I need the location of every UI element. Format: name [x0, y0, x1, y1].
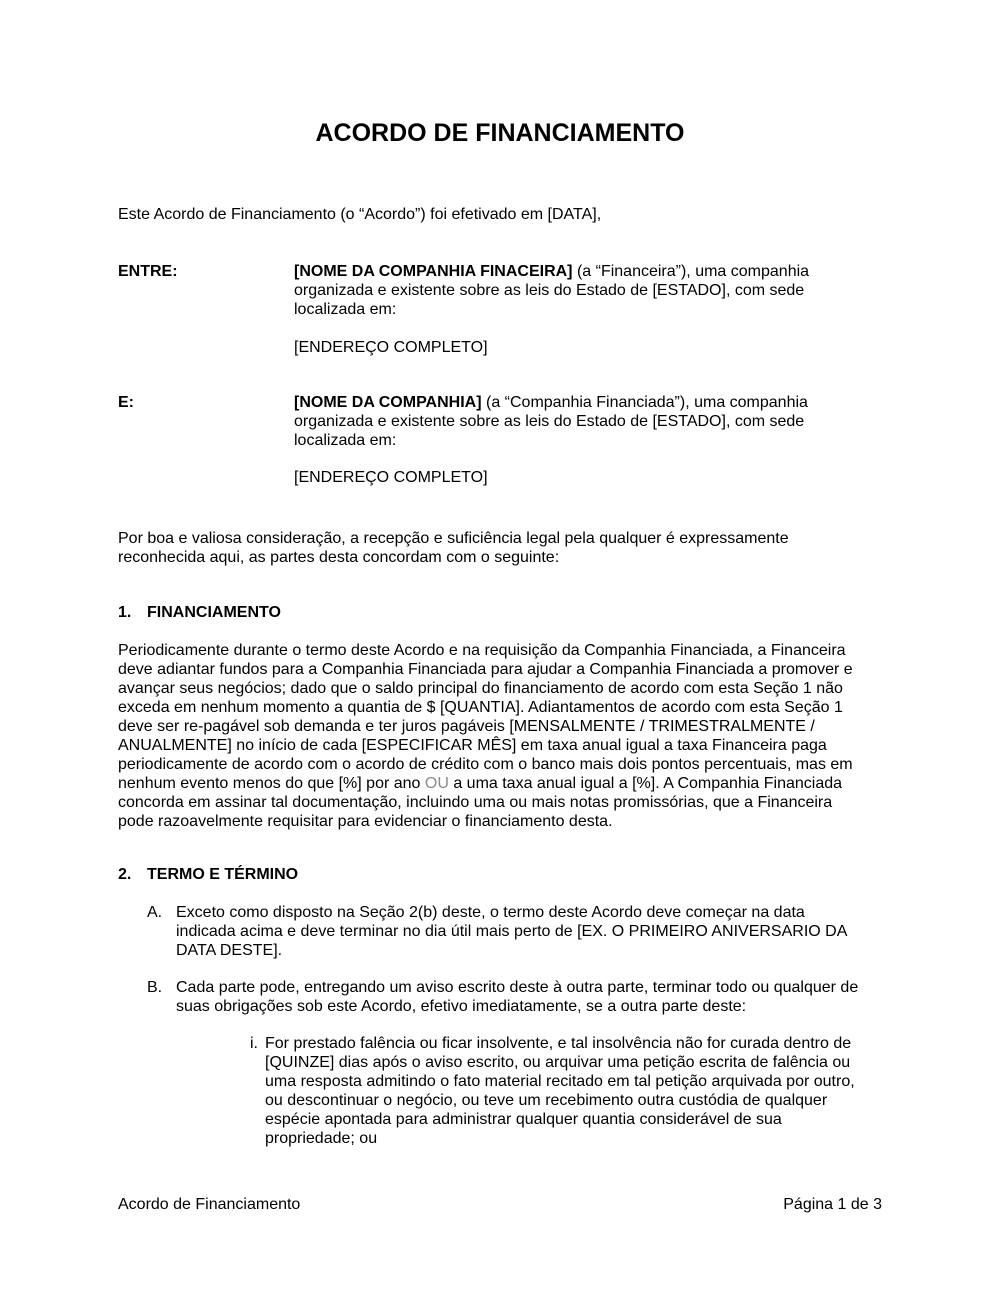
item-a-line: indicada acima e deve terminar no dia útil mais perto de [EX. O PRIMEIRO ANIVERSARIO DA [176, 923, 848, 940]
section-1-number: 1. [118, 604, 132, 621]
item-b-text [176, 978, 888, 1016]
intro-paragraph: Este Acordo de Financiamento (o “Acordo”) foi efetivado em [DATA], [118, 206, 602, 223]
party-first-address: [ENDEREÇO COMPLETO] [294, 339, 488, 356]
party-first-name: [NOME DA COMPANHIA FINACEIRA] [294, 263, 573, 280]
subitem-i-numeral: i. [250, 1035, 258, 1052]
party-second-name: [NOME DA COMPANHIA] [294, 394, 482, 411]
item-a-line: Exceto como disposto na Seção 2(b) deste, o termo deste Acordo deve começar na data [176, 904, 805, 921]
section-1-line8-end: a uma taxa anual igual a [%]. A Companhia Financiada [448, 775, 843, 792]
footer-document-name: Acordo de Financiamento [118, 1196, 301, 1213]
subitem-i-line: For prestado falência ou ficar insolvente, e tal insolvência não for curada dentro de [265, 1035, 852, 1052]
subitem-i-line: ou descontinuar o negócio, ou teve um recebimento outra custódia de qualquer [265, 1092, 828, 1109]
section-2-title: TERMO E TÉRMINO [147, 866, 299, 883]
section-1-line: periodicamente de acordo com o acordo de crédito com o banco mais dois pontos percentuais, mas em [118, 756, 853, 773]
section-1-line: ANUALMENTE] no início de cada [ESPECIFICAR MÊS] em taxa anual igual a taxa Financeira paga [118, 737, 827, 754]
section-1-heading [118, 603, 281, 622]
subitem-i-line: espécie apontada para administrar qualquer quantia considerável de sua [265, 1111, 782, 1128]
subitem-i-text [265, 1034, 880, 1148]
item-b-letter: B. [147, 979, 163, 996]
subitem-i-line: [QUINZE] dias após o aviso escrito, ou arquivar uma petição escrita de falência ou [265, 1054, 851, 1071]
subitem-i-line: propriedade; ou [265, 1130, 378, 1147]
section-1-title: FINANCIAMENTO [147, 604, 281, 621]
party-first-line2: organizada e existente sobre as leis do Estado de [ESTADO], com sede [294, 282, 805, 299]
section-1-paragraph [118, 641, 888, 831]
section-1-line: pode razoavelmente requisitar para evidenciar o financiamento desta. [118, 813, 613, 830]
party-second-description [294, 393, 854, 450]
section-1-line: deve ser re-pagável sob demanda e ter juros pagáveis [MENSALMENTE / TRIMESTRALMENTE / [118, 718, 815, 735]
or-marker: OU [424, 775, 449, 792]
section-1-line: Periodicamente durante o termo deste Acordo e na requisição da Companhia Financiada, a Financeira [118, 642, 846, 659]
party-second-line3: localizada em: [294, 432, 397, 449]
item-a-line: DATA DESTE]. [176, 942, 283, 959]
party-second-line1: (a “Companhia Financiada”), uma companhia [481, 394, 808, 411]
item-b-line: suas obrigações sob este Acordo, efetivo imediatamente, se a outra parte deste: [176, 998, 747, 1015]
party-second-address: [ENDEREÇO COMPLETO] [294, 469, 488, 486]
party-second-line2: organizada e existente sobre as leis do Estado de [ESTADO], com sede [294, 413, 805, 430]
section-2-number: 2. [118, 866, 132, 883]
consideration-line: Por boa e valiosa consideração, a recepção e suficiência legal pela qualquer é expressamente [118, 530, 789, 547]
consideration-line: reconhecida aqui, as partes desta concordam com o seguinte: [118, 549, 560, 566]
party-label-and: E: [118, 394, 134, 411]
party-first-line1: (a “Financeira”), uma companhia [572, 263, 810, 280]
section-1-line: deve adiantar fundos para a Companhia Financiada para ajudar a Companhia Financiada a promover e [118, 661, 853, 678]
consideration-paragraph [118, 529, 888, 567]
document-title: ACORDO DE FINANCIAMENTO [315, 119, 685, 147]
party-first-description [294, 262, 854, 319]
section-1-line: concorda em assinar tal documentação, incluindo uma ou mais notas promissórias, que a Financeira [118, 794, 833, 811]
item-a-letter: A. [147, 904, 163, 921]
section-1-line8-start: nenhum evento menos do que [%] por ano [118, 775, 425, 792]
section-1-line [118, 774, 888, 793]
party-first-line3: localizada em: [294, 301, 397, 318]
section-2-heading [118, 865, 298, 884]
footer-page-number: Página 1 de 3 [783, 1196, 882, 1213]
section-1-line: exceda em nenhum momento a quantia de $ [QUANTIA]. Adiantamentos de acordo com esta Seção 1 [118, 699, 843, 716]
subitem-i-line: uma resposta admitindo o fato material recitado em tal petição arquivada por outro, [265, 1073, 855, 1090]
item-a-text [176, 903, 888, 960]
item-b-line: Cada parte pode, entregando um aviso escrito deste à outra parte, terminar todo ou qualquer de [176, 979, 859, 996]
section-1-line: avançar seus negócios; dado que o saldo principal do financiamento de acordo com esta Seção 1 não [118, 680, 843, 697]
party-label-between: ENTRE: [118, 263, 178, 280]
